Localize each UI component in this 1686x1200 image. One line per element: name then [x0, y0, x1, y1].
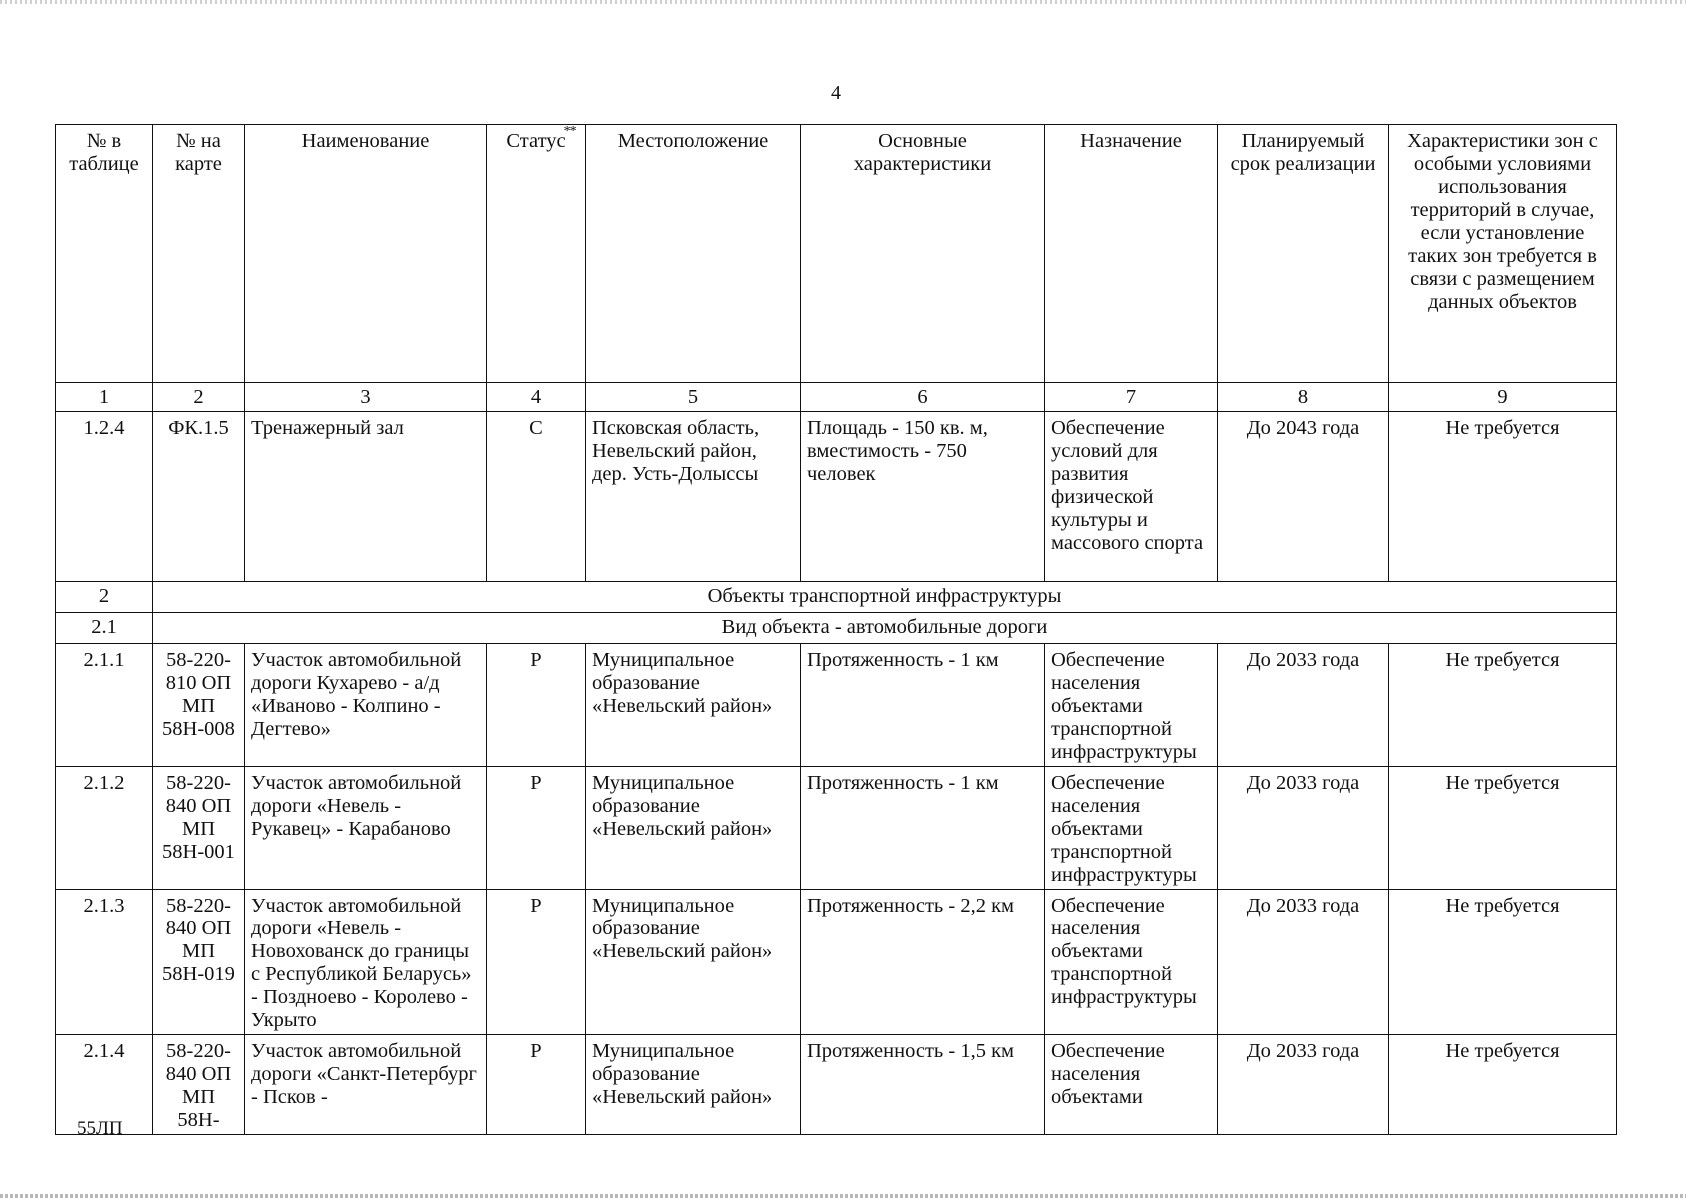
column-number: 6 — [801, 383, 1045, 412]
header-purpose: Назначение — [1045, 125, 1218, 383]
cell-map-no: 58-220-840 ОП МП 58Н-001 — [153, 766, 245, 889]
header-status: Статус — [506, 130, 566, 152]
cell-map-no: 58-220-840 ОП МП 58Н- — [153, 1035, 245, 1135]
header-row — [56, 125, 1617, 383]
cell-characteristics: Протяженность - 2,2 км — [801, 889, 1045, 1035]
cell-map-no: 58-220-840 ОП МП 58Н-019 — [153, 889, 245, 1035]
table-row — [56, 889, 1617, 1035]
cell-location: Муниципальное образование «Невельский район» — [586, 889, 801, 1035]
cell-location: Муниципальное образование «Невельский район» — [586, 1035, 801, 1135]
cell-location: Муниципальное образование «Невельский район» — [586, 766, 801, 889]
cell-table-no: 2.1.1 — [56, 644, 153, 767]
table-row — [56, 766, 1617, 889]
subsection-number: 2.1 — [56, 613, 153, 644]
cell-status: Р — [487, 889, 586, 1035]
column-number: 3 — [245, 383, 487, 412]
section-title: Объекты транспортной инфраструктуры — [153, 582, 1617, 613]
cell-status: Р — [487, 644, 586, 767]
cell-deadline: До 2033 года — [1218, 1035, 1389, 1135]
cell-table-no: 2.1.3 — [56, 889, 153, 1035]
column-number: 1 — [56, 383, 153, 412]
column-number: 2 — [153, 383, 245, 412]
header-name: Наименование — [245, 125, 487, 383]
cell-location: Псковская область, Невельский район, дер. Усть-Долыссы — [586, 412, 801, 582]
cell-purpose: Обеспечение населения объектами транспортной инфраструктуры — [1045, 889, 1218, 1035]
cell-table-no: 1.2.4 — [56, 412, 153, 582]
section-number: 2 — [56, 582, 153, 613]
cell-map-no: ФК.1.5 — [153, 412, 245, 582]
header-table-no: № в таблице — [56, 125, 153, 383]
column-numbers-row — [56, 383, 1617, 412]
cell-characteristics: Протяженность - 1 км — [801, 766, 1045, 889]
cell-status: Р — [487, 1035, 586, 1135]
cell-table-no: 2.1.2 — [56, 766, 153, 889]
cell-zones: Не требуется — [1389, 412, 1617, 582]
column-number: 7 — [1045, 383, 1218, 412]
cell-name: Участок автомобильной дороги «Санкт-Петербург - Псков - — [245, 1035, 487, 1135]
table-row — [56, 412, 1617, 582]
scan-edge-bottom — [0, 1194, 1686, 1198]
column-number: 8 — [1218, 383, 1389, 412]
cell-deadline: До 2043 года — [1218, 412, 1389, 582]
cell-location: Муниципальное образование «Невельский район» — [586, 644, 801, 767]
cell-purpose: Обеспечение населения объектами — [1045, 1035, 1218, 1135]
cell-zones: Не требуется — [1389, 644, 1617, 767]
cell-purpose: Обеспечение населения объектами транспортной инфраструктуры — [1045, 644, 1218, 767]
cell-status: Р — [487, 766, 586, 889]
cell-map-no: 58-220-810 ОП МП 58Н-008 — [153, 644, 245, 767]
cell-zones: Не требуется — [1389, 766, 1617, 889]
cell-deadline: До 2033 года — [1218, 889, 1389, 1035]
header-map-no: № на карте — [153, 125, 245, 383]
cell-zones: Не требуется — [1389, 889, 1617, 1035]
table-row — [56, 1035, 1617, 1135]
page-number: 4 — [831, 82, 841, 104]
column-number: 5 — [586, 383, 801, 412]
subsection-row — [56, 613, 1617, 644]
cell-name: Участок автомобильной дороги «Невель - Рукавец» - Карабаново — [245, 766, 487, 889]
cell-status: С — [487, 412, 586, 582]
header-status-wrap — [506, 124, 576, 152]
section-row — [56, 582, 1617, 613]
cell-name: Тренажерный зал — [245, 412, 487, 582]
cell-name: Участок автомобильной дороги «Невель - Новохованск до границы с Республикой Беларусь» - Поздноево - Королево - Укрыто — [245, 889, 487, 1035]
territorial-objects-table — [55, 124, 1617, 1135]
table-row — [56, 644, 1617, 767]
subsection-title: Вид объекта - автомобильные дороги — [153, 613, 1617, 644]
cell-deadline: До 2033 года — [1218, 644, 1389, 767]
column-number: 4 — [487, 383, 586, 412]
cell-purpose: Обеспечение населения объектами транспортной инфраструктуры — [1045, 766, 1218, 889]
status-footnote-mark: ** — [563, 124, 576, 139]
cell-characteristics: Протяженность - 1,5 км — [801, 1035, 1045, 1135]
header-characteristics: Основные характеристики — [801, 125, 1045, 383]
cell-zones: Не требуется — [1389, 1035, 1617, 1135]
cell-name: Участок автомобильной дороги Кухарево - а/д «Иваново - Колпино - Дегтево» — [245, 644, 487, 767]
cell-deadline: До 2033 года — [1218, 766, 1389, 889]
cell-purpose: Обеспечение условий для развития физической культуры и массового спорта — [1045, 412, 1218, 582]
header-status-cell — [487, 125, 586, 383]
header-location: Местоположение — [586, 125, 801, 383]
column-number: 9 — [1389, 383, 1617, 412]
cell-characteristics: Площадь - 150 кв. м, вместимость - 750 человек — [801, 412, 1045, 582]
header-zones: Характеристики зон с особыми условиями использования территорий в случае, если установление таких зон требуется в связи с размещением данных объектов — [1389, 125, 1617, 383]
scan-edge-top — [0, 0, 1686, 4]
cell-characteristics: Протяженность - 1 км — [801, 644, 1045, 767]
footer-code: 55ЛП — [77, 1118, 123, 1139]
cell-table-no: 2.1.4 — [56, 1035, 153, 1135]
header-deadline: Планируемый срок реализации — [1218, 125, 1389, 383]
